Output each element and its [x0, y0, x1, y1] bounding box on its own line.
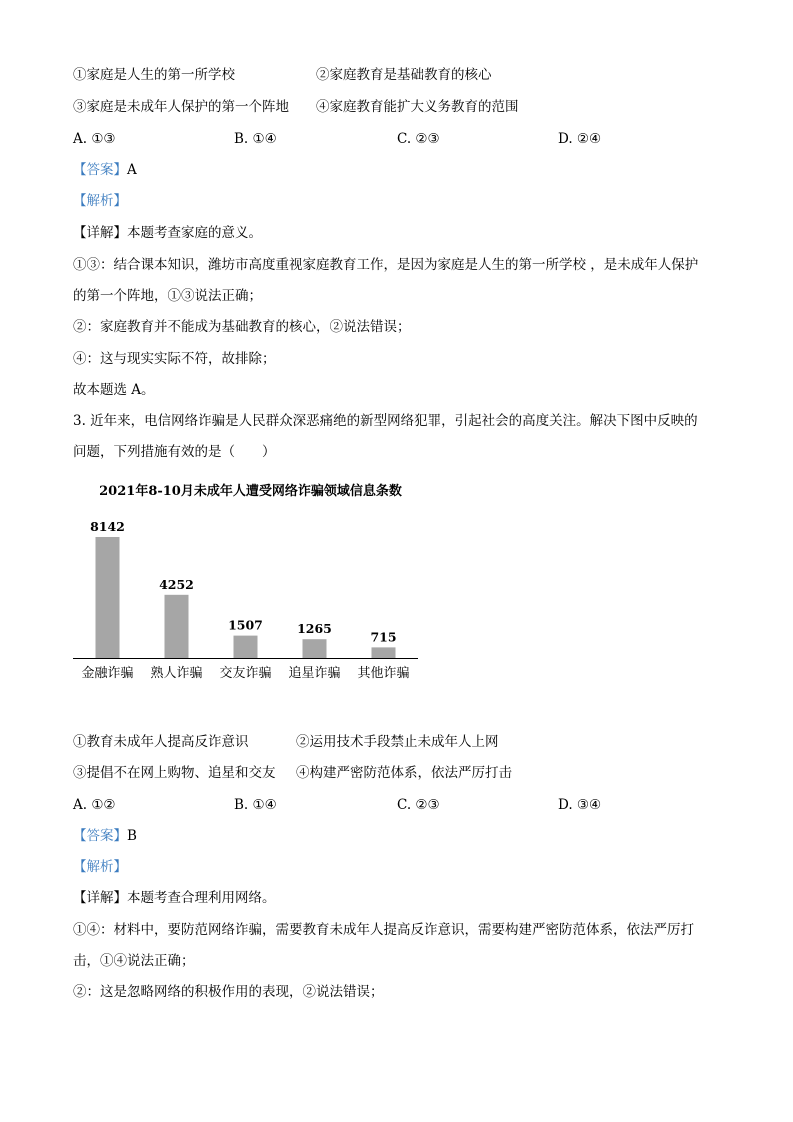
q3-choice-a: A. ①②: [73, 797, 116, 813]
q2-conclusion: 故本题选 A。: [73, 382, 155, 398]
data-label-2: 4252: [159, 576, 194, 592]
q2-answer-line: [73, 161, 137, 179]
q2-choice-d: D. ②④: [558, 131, 602, 147]
q2-analysis-tag: 【解析】: [73, 193, 127, 209]
q2-choice-b: B. ①④: [234, 131, 277, 147]
q3-analysis-tag: 【解析】: [73, 859, 127, 875]
q2-explanation-3: ②：家庭教育并不能成为基础教育的核心，②说法错误；: [73, 319, 411, 335]
answer-value: B: [127, 828, 137, 844]
q2-explanation-1: ①③：结合课本知识，潍坊市高度重视家庭教育工作，是因为家庭是人生的第一所学校 ，是未成年人保护: [73, 257, 699, 273]
detail-text: 本题考查合理利用网络。: [127, 890, 276, 906]
q3-option-1: ①教育未成年人提高反诈意识: [73, 734, 249, 750]
bar-4: [303, 639, 327, 658]
q2-explanation-4: ④：这与现实实际不符，故排除；: [73, 351, 276, 367]
q3-option-2: ②运用技术手段禁止未成年人上网: [296, 734, 499, 750]
x-tick-label-3: 交友诈骗: [219, 666, 272, 681]
q3-detail-line: [73, 889, 276, 907]
q2-option-1: ①家庭是人生的第一所学校: [73, 67, 235, 83]
q3-answer-line: [73, 827, 137, 845]
answer-tag: 【答案】: [73, 828, 127, 844]
data-label-1: 8142: [90, 519, 125, 534]
q3-explanation-3: ②：这是忽略网络的积极作用的表现，②说法错误；: [73, 984, 384, 1000]
bar-5: [372, 647, 396, 658]
x-tick-label-5: 其他诈骗: [357, 666, 410, 681]
bar-1: [96, 537, 120, 658]
answer-tag: 【答案】: [73, 162, 127, 178]
q3-explanation-2: 击，①④说法正确；: [73, 953, 195, 969]
q2-choice-a: A. ①③: [73, 131, 116, 147]
q3-choice-c: C. ②③: [397, 797, 440, 813]
q2-choice-c: C. ②③: [397, 131, 440, 147]
bar-chart: [73, 505, 418, 685]
x-tick-label-4: 追星诈骗: [288, 666, 341, 681]
q2-detail-line: [73, 224, 262, 242]
bar-3: [234, 636, 258, 658]
q3-stem-line-2: 问题，下列措施有效的是（ ）: [73, 444, 276, 460]
x-tick-label-2: 熟人诈骗: [150, 666, 203, 681]
chart-title: 2021年8-10月未成年人遭受网络诈骗领域信息条数: [99, 484, 402, 499]
q3-stem-line-1: 3. 近年来，电信网络诈骗是人民群众深恶痛绝的新型网络犯罪，引起社会的高度关注。解决下图中反映的: [73, 413, 698, 429]
q2-option-2: ②家庭教育是基础教育的核心: [316, 67, 492, 83]
detail-tag: 【详解】: [73, 890, 127, 906]
x-tick-label-1: 金融诈骗: [81, 666, 134, 681]
q3-choice-d: D. ③④: [558, 797, 602, 813]
q2-explanation-2: 的第一个阵地，①③说法正确；: [73, 288, 262, 304]
q2-option-3: ③家庭是未成年人保护的第一个阵地: [73, 99, 289, 115]
q3-choice-b: B. ①④: [234, 797, 277, 813]
data-label-5: 715: [370, 629, 397, 645]
q3-option-3: ③提倡不在网上购物、追星和交友: [73, 765, 276, 781]
data-label-4: 1265: [297, 621, 332, 637]
q3-option-4: ④构建严密防范体系，依法严厉打击: [296, 765, 512, 781]
q3-explanation-1: ①④：材料中，要防范网络诈骗，需要教育未成年人提高反诈意识，需要构建严密防范体系，依法严厉打: [73, 922, 694, 938]
data-label-3: 1507: [228, 617, 263, 633]
answer-value: A: [127, 162, 137, 178]
detail-text: 本题考查家庭的意义。: [127, 225, 262, 241]
detail-tag: 【详解】: [73, 225, 127, 241]
q2-option-4: ④家庭教育能扩大义务教育的范围: [316, 99, 519, 115]
bar-2: [165, 595, 189, 658]
